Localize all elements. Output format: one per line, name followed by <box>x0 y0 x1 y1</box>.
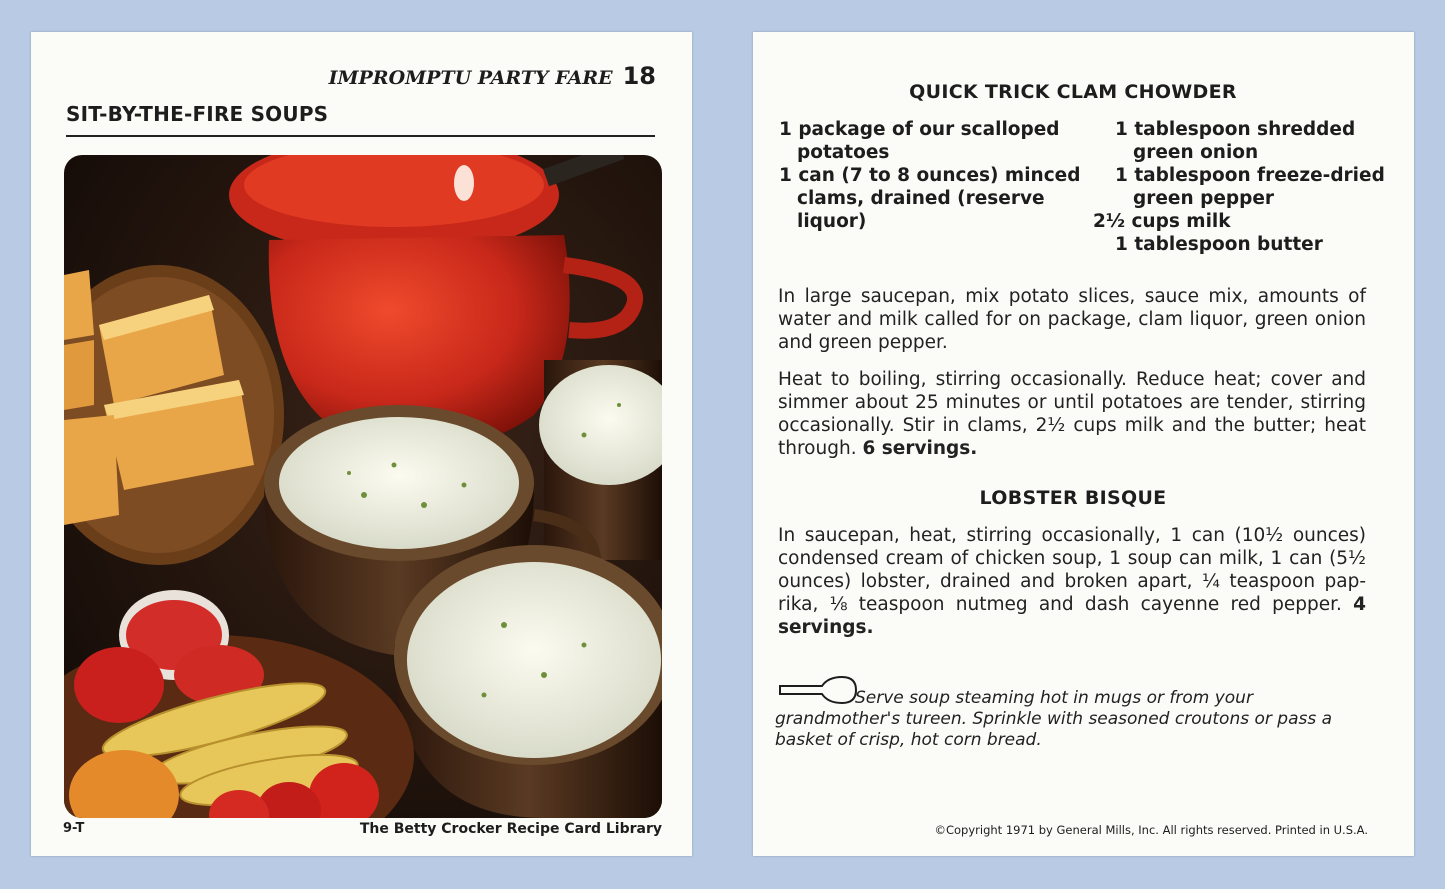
recipe-title-lobster-bisque: LOBSTER BISQUE <box>979 487 1167 509</box>
ingredient-line: 1 can (7 to 8 ounces) minced <box>779 165 1081 186</box>
card-title: SIT-BY-THE-FIRE SOUPS <box>66 102 329 126</box>
serving-tip-text: Serve soup steaming hot in mugs or from your grandmother's tureen. Sprinkle with seasoned croutons or pass a basket of crisp, hot corn bread. <box>775 688 1333 750</box>
chowder-step-2 <box>778 368 1366 460</box>
chowder-servings: 6 servings. <box>862 438 978 459</box>
bisque-step <box>778 524 1366 639</box>
front-card <box>31 32 692 856</box>
ingredient-list-left <box>779 118 1080 233</box>
ingredient-line: clams, drained (reserve <box>797 188 1045 209</box>
series-label: IMPROMPTU PARTY FARE <box>328 67 613 89</box>
bisque-step-text: In saucepan, heat, stirring occasionally, 1 can (10½ ounces) condensed cream of chicken soup, 1 soup can milk, 1 can (5½ ounces) lobster, drained and broken apart, ¼ teaspoon pap-rika, ⅛ teaspoon nutmeg and dash cayenne red pepper. <box>778 525 1366 615</box>
ingredient-line: 1 package of our scalloped <box>779 119 1060 140</box>
card-code: 9-T <box>63 821 85 836</box>
ingredient-line: liquor) <box>797 211 867 232</box>
soup-photo <box>64 155 662 818</box>
back-card <box>753 32 1414 856</box>
series-heading <box>329 62 656 90</box>
ingredient-line: 1 tablespoon shredded <box>1115 119 1356 140</box>
ingredient-line: 1 tablespoon freeze-dried <box>1115 165 1385 186</box>
library-label: The Betty Crocker Recipe Card Library <box>359 821 662 837</box>
chowder-step-2-text: Heat to boiling, stirring occasionally. Reduce heat; cover and simmer about 25 minutes or until potatoes are tender, stirring occasionally. Stir in clams, 2½ cups milk and the butter; heat through. <box>778 369 1366 459</box>
bisque-servings: 4 servings. <box>778 594 1366 638</box>
ingredient-line: 1 tablespoon butter <box>1115 234 1323 255</box>
serving-tip <box>775 688 1367 751</box>
chowder-step-1: In large saucepan, mix potato slices, sauce mix, amounts of water and milk called for on package, clam liquor, green onion and green pepper. <box>778 286 1366 353</box>
ingredient-line: green onion <box>1133 142 1259 163</box>
copyright-notice: ©Copyright 1971 by General Mills, Inc. All rights reserved. Printed in U.S.A. <box>934 823 1368 837</box>
series-number: 18 <box>622 62 656 90</box>
ingredient-line: potatoes <box>797 142 890 163</box>
title-rule <box>66 135 655 137</box>
ingredient-line: 2½ cups milk <box>1093 211 1231 232</box>
ingredient-line: green pepper <box>1133 188 1275 209</box>
ingredient-list-right <box>1093 118 1385 256</box>
recipe-title-clam-chowder: QUICK TRICK CLAM CHOWDER <box>909 81 1237 103</box>
